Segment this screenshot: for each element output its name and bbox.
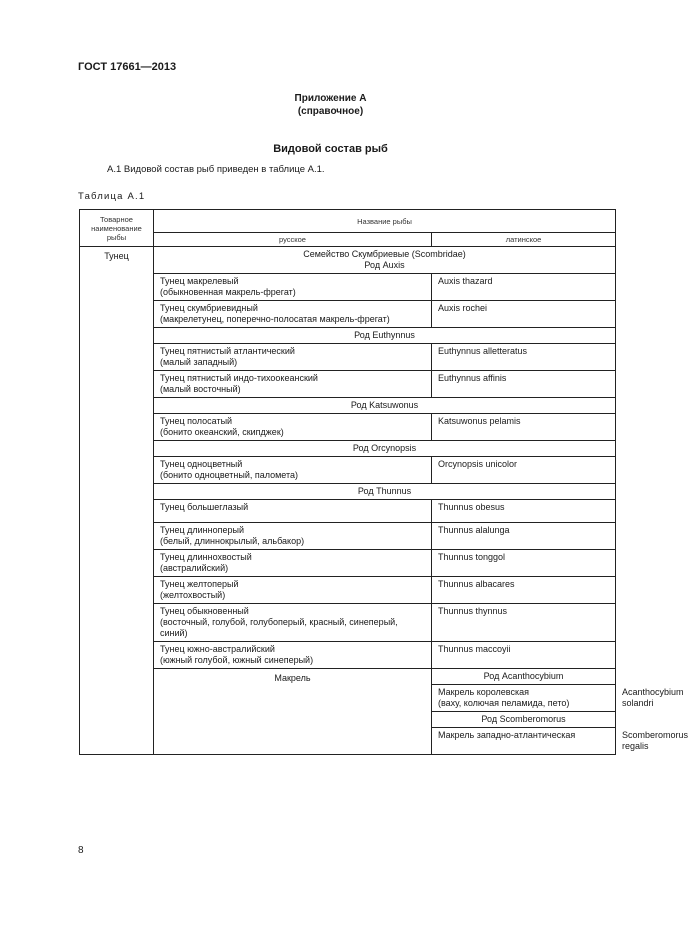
table-row: Макрель западно-атлантическая Scomberomorus regalis xyxy=(80,728,616,755)
russian-name-cell: Тунец желтоперый (желтохвостый) xyxy=(154,577,432,604)
appendix-title: Приложение А xyxy=(294,93,367,104)
latin-name-cell: Thunnus maccoyii xyxy=(432,642,616,669)
table-row xyxy=(80,398,616,414)
table-row xyxy=(80,500,616,523)
trade-name-tuna: Тунец xyxy=(80,247,154,755)
genus-group-row: Род Euthynnus xyxy=(154,328,616,344)
appendix-subtitle: (справочное) xyxy=(297,106,364,117)
appendix-heading xyxy=(0,92,661,118)
table-row xyxy=(80,484,616,500)
header-russian: русское xyxy=(154,233,432,247)
russian-name-cell: Тунец большеглазый xyxy=(154,500,432,523)
table-row xyxy=(80,301,616,328)
russian-name-cell: Тунец длиннохвостый (австралийский) xyxy=(154,550,432,577)
genus-group-row: Род Orcynopsis xyxy=(154,441,616,457)
genus-group-row: Род Katsuwonus xyxy=(154,398,616,414)
table-row xyxy=(80,441,616,457)
table-row xyxy=(80,344,616,371)
header-trade-name: Товарное наименование рыбы xyxy=(80,210,154,247)
latin-name-cell: Thunnus albacares xyxy=(432,577,616,604)
table-row xyxy=(80,604,616,642)
table-row xyxy=(80,523,616,550)
latin-name-cell: Thunnus thynnus xyxy=(432,604,616,642)
genus-group-row: Род Scomberomorus xyxy=(432,712,616,728)
document-standard-header: ГОСТ 17661—2013 xyxy=(78,61,177,73)
family-label: Семейство Скумбриевые (Scombridae) xyxy=(303,249,466,259)
table-row xyxy=(80,669,616,685)
latin-name-cell: Thunnus obesus xyxy=(432,500,616,523)
table-subheader-row xyxy=(80,233,616,247)
russian-name-cell: Тунец длинноперый (белый, длиннокрылый, альбакор) xyxy=(154,523,432,550)
table-row xyxy=(80,577,616,604)
russian-name-cell: Тунец пятнистый атлантический (малый западный) xyxy=(154,344,432,371)
family-group-row xyxy=(154,247,616,274)
header-latin: латинское xyxy=(432,233,616,247)
russian-name-cell: Тунец макрелевый (обыкновенная макрель-фрегат) xyxy=(154,274,432,301)
latin-name-cell: Euthynnus alletteratus xyxy=(432,344,616,371)
table-caption: Таблица А.1 xyxy=(78,191,146,202)
genus-label: Род Auxis xyxy=(364,260,405,270)
russian-name-cell: Тунец обыкновенный (восточный, голубой, голубоперый, красный, синеперый, синий) xyxy=(154,604,432,642)
page-number: 8 xyxy=(78,845,84,856)
intro-paragraph: А.1 Видовой состав рыб приведен в таблице А.1. xyxy=(107,164,325,175)
table-row xyxy=(80,247,616,274)
fish-species-table xyxy=(79,209,688,755)
table-row xyxy=(80,457,616,484)
russian-name-cell: Тунец скумбриевидный (макрелетунец, поперечно-полосатая макрель-фрегат) xyxy=(154,301,432,328)
table-row xyxy=(80,414,616,441)
latin-name-cell: Katsuwonus pelamis xyxy=(432,414,616,441)
latin-name-cell: Auxis rochei xyxy=(432,301,616,328)
russian-name-cell: Тунец одноцветный (бонито одноцветный, паломета) xyxy=(154,457,432,484)
latin-name-cell: Auxis thazard xyxy=(432,274,616,301)
table-header-row xyxy=(80,210,616,233)
genus-group-row: Род Thunnus xyxy=(154,484,616,500)
russian-name-cell: Тунец южно-австралийский (южный голубой, южный синеперый) xyxy=(154,642,432,669)
table-row xyxy=(80,371,616,398)
russian-name-cell: Тунец пятнистый индо-тихоокеанский (малый восточный) xyxy=(154,371,432,398)
latin-name-cell: Euthynnus affinis xyxy=(432,371,616,398)
russian-name-cell: Макрель западно-атлантическая xyxy=(432,728,616,755)
table-row xyxy=(80,642,616,669)
latin-name-cell: Thunnus tonggol xyxy=(432,550,616,577)
trade-name-mackerel: Макрель xyxy=(154,669,432,755)
russian-name-cell: Тунец полосатый (бонито океанский, скипджек) xyxy=(154,414,432,441)
table-row xyxy=(80,328,616,344)
latin-name-cell: Orcynopsis unicolor xyxy=(432,457,616,484)
genus-group-row: Род Acanthocybium xyxy=(432,669,616,685)
table-row xyxy=(80,274,616,301)
header-fish-name: Название рыбы xyxy=(154,210,616,233)
section-title: Видовой состав рыб xyxy=(273,143,388,155)
table-row xyxy=(80,550,616,577)
table-row: Макрель королевская (ваху, колючая пеламида, пето) Acanthocybium solandri xyxy=(80,685,616,712)
latin-name-cell: Thunnus alalunga xyxy=(432,523,616,550)
russian-name-cell: Макрель королевская (ваху, колючая пеламида, пето) xyxy=(432,685,616,712)
